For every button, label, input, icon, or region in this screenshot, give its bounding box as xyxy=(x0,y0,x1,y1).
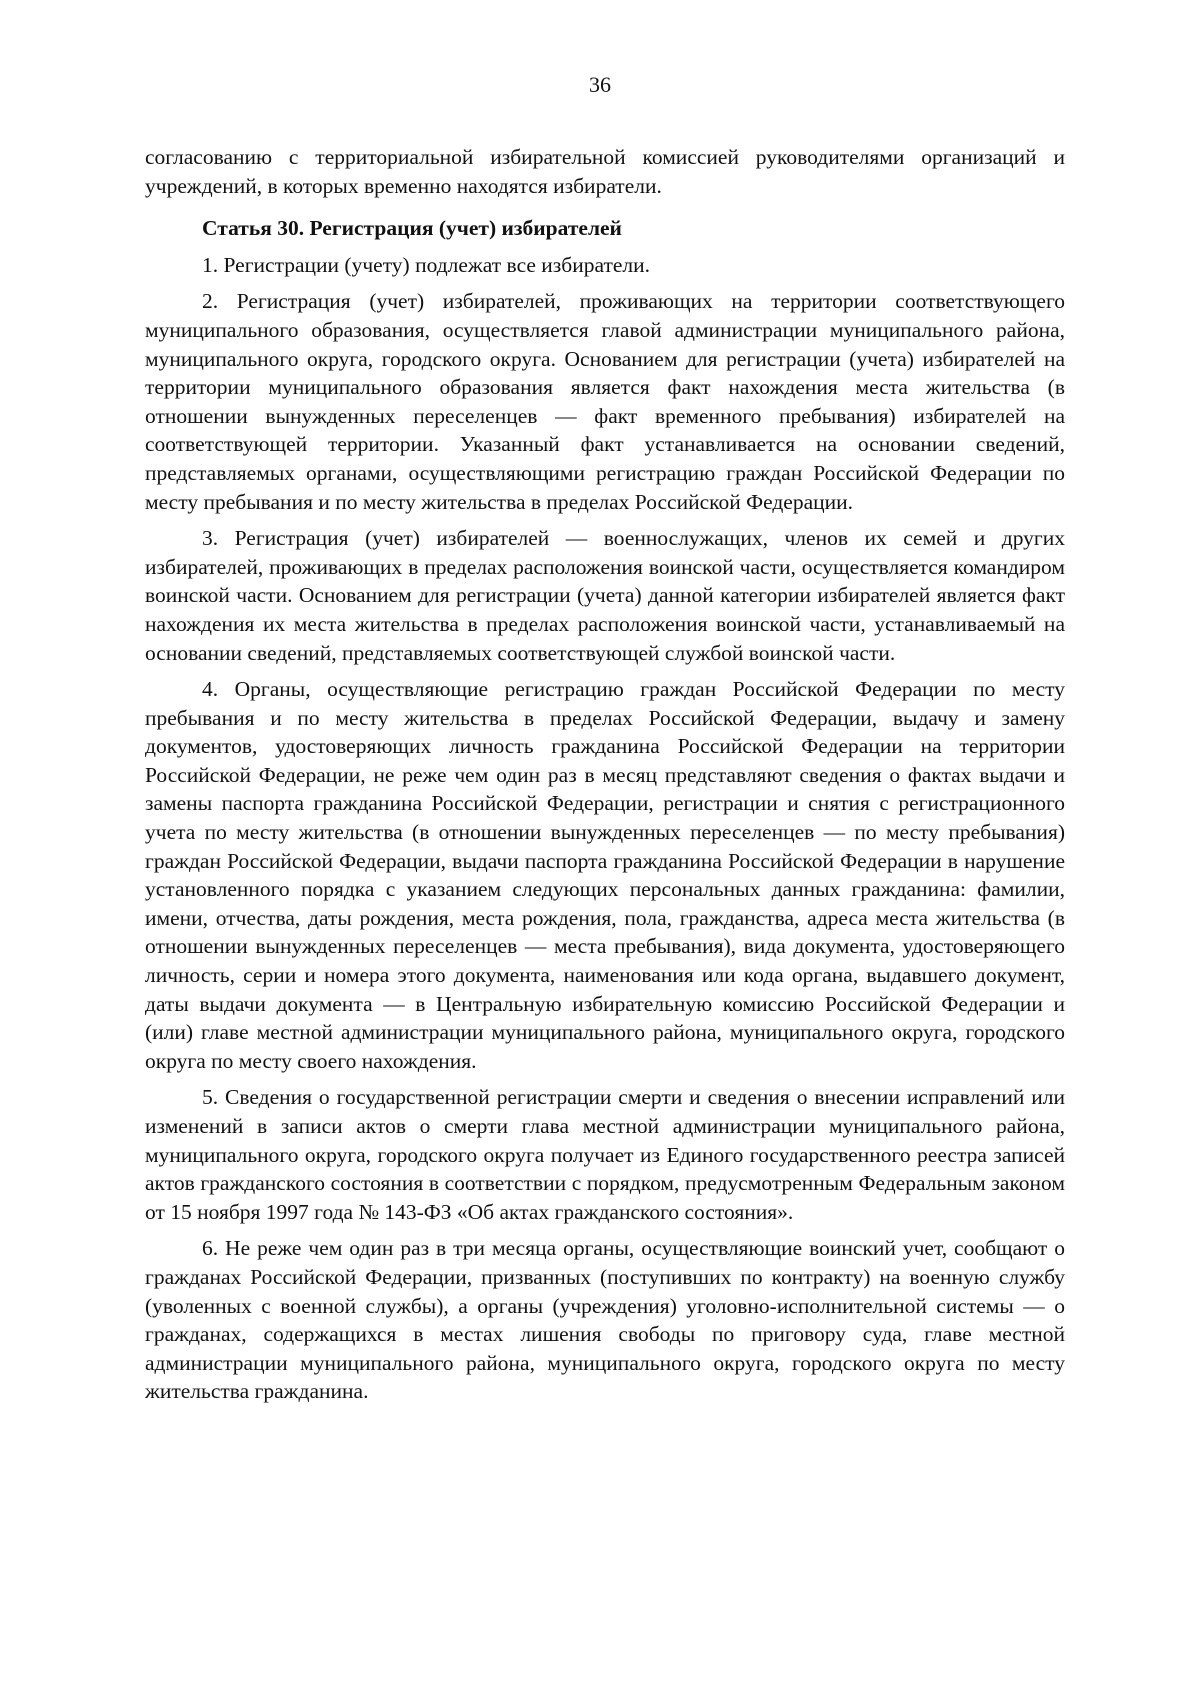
paragraph-3: 3. Регистрация (учет) избирателей — военнослужащих, членов их семей и других избирателей, проживающих в пределах расположения воинской части, осуществляется командиром воинской части. Основанием для регистрации (учета) данной категории избирателей является факт нахождения их места жительства в пределах расположения воинской части, устанавливаемый на основании сведений, представляемых соответствующей службой воинской части. xyxy=(145,526,1065,665)
paragraph-1: 1. Регистрации (учету) подлежат все избиратели. xyxy=(202,252,651,277)
paragraph-6: 6. Не реже чем один раз в три месяца органы, осуществляющие воинский учет, сообщают о гражданах Российской Федерации, призванных (поступивших по контракту) на военную службу (уволенных с военной службы), а органы (учреждения) уголовно-исполнительной системы — о гражданах, содержащихся в местах лишения свободы по приговору суда, главе местной администрации муниципального района, муниципального округа, городского округа по месту жительства гражданина. xyxy=(145,1236,1065,1404)
continuation-paragraph: согласованию с территориальной избирательной комиссией руководителями организаций и учреждений, в которых временно находятся избиратели. xyxy=(145,145,1065,198)
paragraph-2: 2. Регистрация (учет) избирателей, проживающих на территории соответствующего муниципального образования, осуществляется главой администрации муниципального района, муниципального округа, городского округа. Основанием для регистрации (учета) избирателей на территории муниципального образования является факт нахождения места жительства (в отношении вынужденных переселенцев — факт временного пребывания) избирателей на соответствующей территории. Указанный факт устанавливается на основании сведений, представляемых органами, осуществляющими регистрацию граждан Российской Федерации по месту пребывания и по месту жительства в пределах Российской Федерации. xyxy=(145,289,1065,514)
paragraph-4: 4. Органы, осуществляющие регистрацию граждан Российской Федерации по месту пребывания и по месту жительства в пределах Российской Федерации, выдачу и замену документов, удостоверяющих личность гражданина Российской Федерации на территории Российской Федерации, не реже чем один раз в месяц представляют сведения о фактах выдачи и замены паспорта гражданина Российской Федерации, регистрации и снятия с регистрационного учета по месту жительства (в отношении вынужденных переселенцев — по месту пребывания) граждан Российской Федерации, выдачи паспорта гражданина Российской Федерации в нарушение установленного порядка с указанием следующих персональных данных гражданина: фамилии, имени, отчества, даты рождения, места рождения, пола, гражданства, адреса места жительства (в отношении вынужденных переселенцев — места пребывания), вида документа, удостоверяющего личность, серии и номера этого документа, наименования или кода органа, выдавшего документ, даты выдачи документа — в Центральную избирательную комиссию Российской Федерации и (или) главе местной администрации муниципального района, муниципального округа, городского округа по месту своего нахождения. xyxy=(145,677,1065,1073)
paragraph-5: 5. Сведения о государственной регистрации смерти и сведения о внесении исправлений или изменений в записи актов о смерти глава местной администрации муниципального района, муниципального округа, городского округа получает из Единого государственного реестра записей актов гражданского состояния в соответствии с порядком, предусмотренным Федеральным законом от 15 ноября 1997 года № 143-ФЗ «Об актах гражданского состояния». xyxy=(145,1085,1065,1224)
article-heading: Статья 30. Регистрация (учет) избирателей xyxy=(202,216,622,241)
document-body xyxy=(145,143,1065,1414)
page-number: 36 xyxy=(589,72,611,97)
